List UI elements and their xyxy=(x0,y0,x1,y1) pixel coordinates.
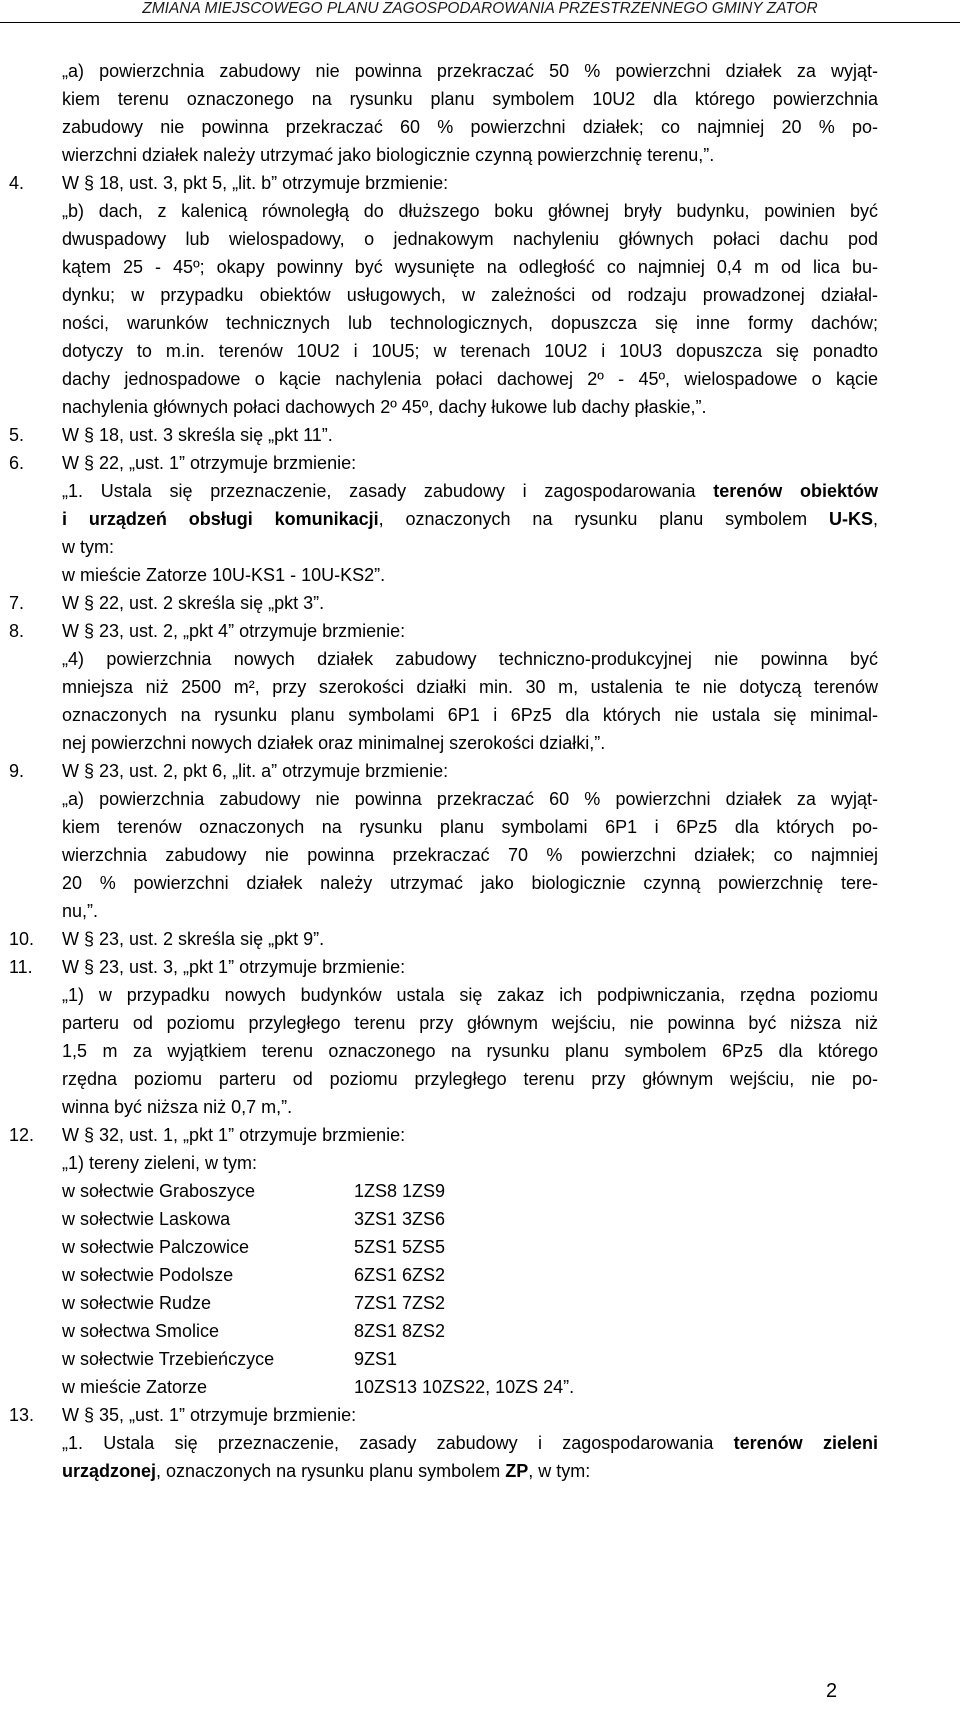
item-intro-line: W § 22, „ust. 1” otrzymuje brzmienie: xyxy=(62,453,357,473)
text-line: i urządzeń obsługi komunikacji, oznaczonych na rysunku planu symbolem U-KS, xyxy=(62,509,879,529)
item-intro-line: W § 23, ust. 2 skreśla się „pkt 9”. xyxy=(62,929,325,949)
text-line: 20 % powierzchni działek należy utrzymać jako biologicznie czynną powierzchnię tere- xyxy=(62,873,878,893)
zone-locality: w sołectwie Laskowa xyxy=(62,1209,231,1229)
text-line: zabudowy nie powinna przekraczać 60 % powierzchni działek; co najmniej 20 % po- xyxy=(62,117,878,137)
text-line: w tym: xyxy=(62,537,114,557)
text-line: winna być niższa niż 0,7 m,”. xyxy=(62,1097,293,1117)
zone-symbols: 8ZS1 8ZS2 xyxy=(354,1321,446,1341)
text-line: nachylenia głównych połaci dachowych 2º 45º, dachy łukowe lub dachy płaskie,”. xyxy=(62,397,707,417)
text-line: mniejsza niż 2500 m², przy szerokości działki min. 30 m, ustalenia te nie dotyczą terenów xyxy=(62,677,878,697)
zone-locality: w sołectwie Palczowice xyxy=(62,1237,250,1257)
text-line: dwuspadowy lub wielospadowy, o jednakowym nachyleniu głównych połaci dachu pod xyxy=(62,229,878,249)
zone-locality: w sołectwa Smolice xyxy=(62,1321,220,1341)
text-line: „a) powierzchnia zabudowy nie powinna przekraczać 60 % powierzchni działek za wyjąt- xyxy=(62,789,878,809)
item-number: 7. xyxy=(9,593,25,613)
text-line: wierzchni działek należy utrzymać jako biologicznie czynną powierzchnię terenu,”. xyxy=(62,145,715,165)
item-intro-line: W § 23, ust. 2, „pkt 4” otrzymuje brzmienie: xyxy=(62,621,406,641)
zone-locality: w sołectwie Trzebieńczyce xyxy=(62,1349,275,1369)
item-intro-line: W § 32, ust. 1, „pkt 1” otrzymuje brzmienie: xyxy=(62,1125,406,1145)
zone-locality: w sołectwie Graboszyce xyxy=(62,1181,256,1201)
text-line: „b) dach, z kalenicą równoległą do dłuższego boku głównej bryły budynku, powinien być xyxy=(62,201,878,221)
item-number: 8. xyxy=(9,621,25,641)
text-line: „1) tereny zieleni, w tym: xyxy=(62,1153,258,1173)
zone-locality: w sołectwie Podolsze xyxy=(62,1265,234,1285)
page-number: 2 xyxy=(826,1680,838,1702)
text-line: oznaczonych na rysunku planu symbolami 6P1 i 6Pz5 dla których nie ustala się minimal- xyxy=(62,705,878,725)
zone-locality: w sołectwie Rudze xyxy=(62,1293,212,1313)
zone-symbols: 10ZS13 10ZS22, 10ZS 24”. xyxy=(354,1377,575,1397)
item-number: 11. xyxy=(9,957,33,977)
text-line: 1,5 m za wyjątkiem terenu oznaczonego na rysunku planu symbolem 6Pz5 dla którego xyxy=(62,1041,878,1061)
item-intro-line: W § 22, ust. 2 skreśla się „pkt 3”. xyxy=(62,593,325,613)
text-line: parteru od poziomu przyległego terenu przy głównym wejściu, nie powinna być niższa niż xyxy=(62,1013,878,1033)
item-number: 5. xyxy=(9,425,25,445)
text-line: rzędna poziomu parteru od poziomu przyległego terenu przy głównym wejściu, nie po- xyxy=(62,1069,878,1089)
text-line: „4) powierzchnia nowych działek zabudowy techniczno-produkcyjnej nie powinna być xyxy=(62,649,878,669)
zone-symbols: 6ZS1 6ZS2 xyxy=(354,1265,446,1285)
text-line: urządzonej, oznaczonych na rysunku planu symbolem ZP, w tym: xyxy=(62,1461,591,1481)
item-number: 12. xyxy=(9,1125,35,1145)
text-line: „1. Ustala się przeznaczenie, zasady zabudowy i zagospodarowania terenów obiektów xyxy=(62,481,879,501)
text-line: kiem terenu oznaczonego na rysunku planu symbolem 10U2 dla którego powierzchnia xyxy=(62,89,878,109)
document-header: ZMIANA MIEJSCOWEGO PLANU ZAGOSPODAROWANIA PRZESTRZENNEGO GMINY ZATOR xyxy=(0,0,960,23)
zone-symbols: 3ZS1 3ZS6 xyxy=(354,1209,446,1229)
item-number: 6. xyxy=(9,453,25,473)
text-line: „1. Ustala się przeznaczenie, zasady zabudowy i zagospodarowania terenów zieleni xyxy=(62,1433,878,1453)
item-number: 13. xyxy=(9,1405,35,1425)
text-line: kiem terenów oznaczonych na rysunku planu symbolami 6P1 i 6Pz5 dla których po- xyxy=(62,817,878,837)
text-line: nej powierzchni nowych działek oraz minimalnej szerokości działki,”. xyxy=(62,733,606,753)
item-number: 4. xyxy=(9,173,25,193)
text-line: dynku; w przypadku obiektów usługowych, w zależności od rodzaju prowadzonej działal- xyxy=(62,285,878,305)
item-number: 10. xyxy=(9,929,35,949)
text-line: „a) powierzchnia zabudowy nie powinna przekraczać 50 % powierzchni działek za wyjąt- xyxy=(62,61,878,81)
zone-locality: w mieście Zatorze xyxy=(62,1377,208,1397)
item-intro-line: W § 35, „ust. 1” otrzymuje brzmienie: xyxy=(62,1405,357,1425)
text-line: „1) w przypadku nowych budynków ustala się zakaz ich podpiwniczania, rzędna poziomu xyxy=(62,985,878,1005)
item-intro-line: W § 23, ust. 3, „pkt 1” otrzymuje brzmienie: xyxy=(62,957,406,977)
text-line: w mieście Zatorze 10U-KS1 - 10U-KS2”. xyxy=(62,565,386,585)
item-intro-line: W § 18, ust. 3, pkt 5, „lit. b” otrzymuje brzmienie: xyxy=(62,173,449,193)
text-line: dotyczy to m.in. terenów 10U2 i 10U5; w terenach 10U2 i 10U3 dopuszcza się ponadto xyxy=(62,341,878,361)
zone-symbols: 1ZS8 1ZS9 xyxy=(354,1181,446,1201)
text-line: kątem 25 - 45º; okapy powinny być wysunięte na odległość co najmniej 0,4 m od lica bu- xyxy=(62,257,878,277)
item-intro-line: W § 18, ust. 3 skreśla się „pkt 11”. xyxy=(62,425,333,445)
item-number: 9. xyxy=(9,761,25,781)
zone-symbols: 9ZS1 xyxy=(354,1349,398,1369)
zone-symbols: 5ZS1 5ZS5 xyxy=(354,1237,446,1257)
zone-symbols: 7ZS1 7ZS2 xyxy=(354,1293,446,1313)
text-line: dachy jednospadowe o kącie nachylenia połaci dachowej 2º - 45º, wielospadowe o kącie xyxy=(62,369,878,389)
item-intro-line: W § 23, ust. 2, pkt 6, „lit. a” otrzymuje brzmienie: xyxy=(62,761,449,781)
text-line: wierzchnia zabudowy nie powinna przekraczać 70 % powierzchni działek; co najmniej xyxy=(62,845,878,865)
text-line: nu,”. xyxy=(62,901,99,921)
text-line: ności, warunków technicznych lub technologicznych, dopuszcza się inne formy dachów; xyxy=(62,313,878,333)
